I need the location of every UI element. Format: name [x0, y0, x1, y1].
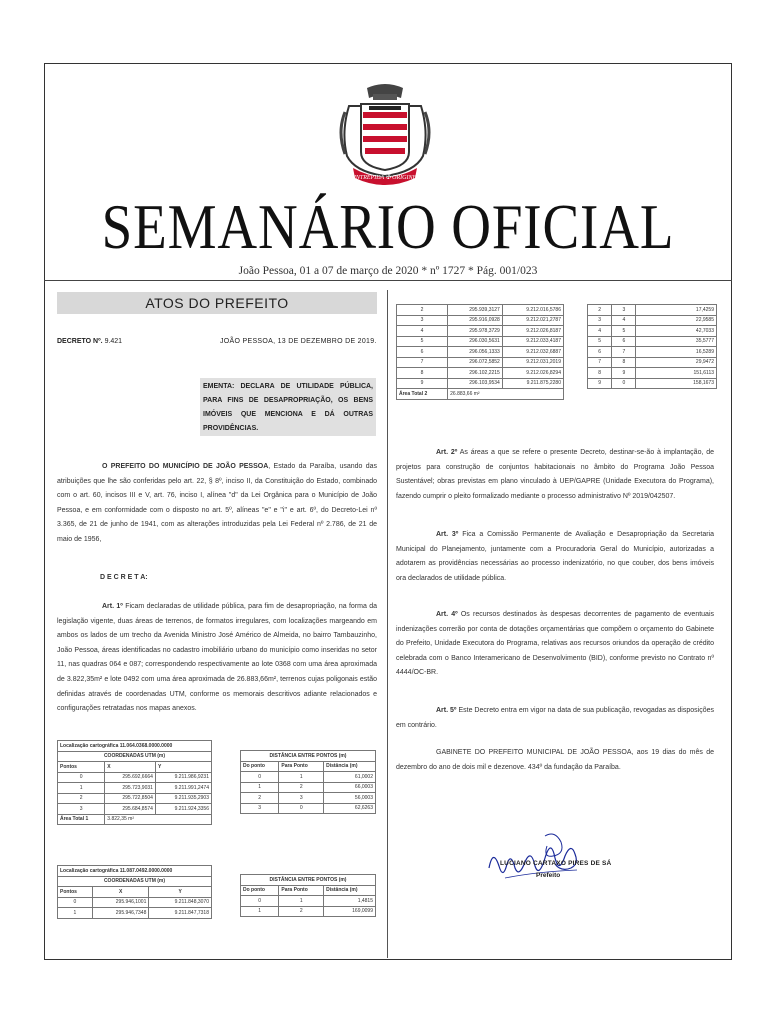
dist2-header: Do ponto [241, 885, 279, 896]
coordinates-table-1 [57, 740, 212, 825]
dist2-caption: DISTÂNCIA ENTRE PONTOS (m) [241, 875, 376, 886]
table-row: 4 295.978,3729 9.212.026,8187 [397, 326, 564, 337]
table1-header: Pontos [58, 762, 105, 773]
table2-subcaption: COORDENADAS UTM (m) [58, 876, 212, 887]
table-row: 5 6 35,5777 [588, 336, 717, 347]
art4-label: Art. 4º [436, 611, 458, 618]
table-row: 5 296.030,5631 9.212.033,4187 [397, 336, 564, 347]
art5-label: Art. 5º [436, 707, 457, 714]
table-row: 0 1 61,0002 [241, 772, 376, 783]
table-row: 9 296.103,9534 9.211.875,2280 [397, 378, 564, 389]
decree-ementa: EMENTA: DECLARA DE UTILIDADE PÚBLICA, PARA FINS DE DESAPROPRIAÇÃO, OS BENS IMÓVEIS QUE MENCIONA E DÁ OUTRAS PROVIDÊNCIAS. [200, 378, 376, 436]
decreta-heading: D E C R E T A: [100, 574, 148, 581]
art3-label: Art. 3º [436, 531, 459, 538]
table-total-row: Área Total 1 3.822,35 m² [58, 814, 212, 825]
dist1-caption: DISTÂNCIA ENTRE PONTOS (m) [241, 751, 376, 762]
table-row: 6 7 16,5289 [588, 347, 717, 358]
art5-text: Este Decreto entra em vigor na data de sua publicação, revogadas as disposições em contrário. [396, 707, 714, 729]
closing-statement: GABINETE DO PREFEITO MUNICIPAL DE JOÃO PESSOA, aos 19 dias do mês de dezembro do ano de dois mil e dezenove. 434º da fundação da Paraíba. [396, 749, 714, 771]
table-row: 0 1 1,4815 [241, 896, 376, 907]
column-divider [387, 290, 388, 958]
distance-table-2 [240, 874, 376, 917]
dist2-header: Distância (m) [324, 885, 376, 896]
article-4 [396, 608, 714, 681]
table-row: 3 0 62,6263 [241, 803, 376, 814]
decree-number-label: DECRETO Nº. [57, 338, 103, 345]
decree-number-value: 9.421 [104, 338, 123, 345]
table-row: 3 295.916,0928 9.212.021,2787 [397, 315, 564, 326]
art4-text: Os recursos destinados às despesas decorrentes de pagamento de eventuais indenizações correrão por conta de dotações orçamentárias que compõem o orçamento do Gabinete do Prefeito, Unidade Executora do Programa, relativas aos recursos oriundos da operação de crédito celebrada com o Banco Interamericano de Desenvolvimento (BID), conforme previsto no Contrato nº 4444/OC-BR. [396, 611, 714, 677]
table-row: 4 5 42,7033 [588, 326, 717, 337]
table1-header: X [105, 762, 156, 773]
table-row: 1 295.946,7348 9.211.847,7318 [58, 908, 212, 919]
distance-table-2-continued [587, 304, 717, 389]
art3-text: Fica a Comissão Permanente de Avaliação e Desapropriação da Secretaria Municipal do Planejamento, juntamente com a Procuradoria Geral do Município, autorizadas a adotarem as providências necessárias ao processo indenizatório, no que couber, dos bens imóveis ora declarados de utilidade pública. [396, 531, 714, 582]
masthead-title: SEMANÁRIO OFICIAL [101, 191, 675, 262]
table-row: 2 3 17,4259 [588, 305, 717, 316]
coordinates-table-2-continued [396, 304, 564, 400]
signer-name: LUCIANO CARTAXO PIRES DE SÁ [500, 860, 612, 867]
table-row: 7 8 29,9472 [588, 357, 717, 368]
table-row: 9 0 158,1673 [588, 378, 717, 389]
art2-label: Art. 2º [436, 449, 458, 456]
table2-header: Pontos [58, 887, 93, 898]
coat-of-arms-icon [335, 82, 435, 187]
dist1-header: Distância (m) [324, 761, 376, 772]
table-row: 3 4 22,9585 [588, 315, 717, 326]
decree-number [57, 338, 122, 345]
section-title: ATOS DO PREFEITO [57, 292, 377, 314]
table-row: 1 2 66,0003 [241, 782, 376, 793]
table-row: 2 295.939,3127 9.212.016,5786 [397, 305, 564, 316]
table-row: 0 295.692,6664 9.211.986,9231 [58, 772, 212, 783]
coordinates-table-2 [57, 865, 212, 919]
art2-text: As áreas a que se refere o presente Decreto, destinar-se-ão à implantação, de projetos para construção de conjuntos habitacionais no âmbito do Programa João Pessoa Sustentável; obras previstas em plano vinculado à UEP/GAPRE (Unidade Executora do Programa), fazendo cumprir o pleito formalizado mediante o processo administrativo Nº 2019/042507. [396, 449, 714, 500]
signature-icon [485, 828, 585, 888]
article-3 [396, 528, 714, 586]
article-1 [57, 600, 377, 717]
dist2-header: Para Ponto [279, 885, 324, 896]
dist1-header: Para Ponto [279, 761, 324, 772]
dist1-header: Do ponto [241, 761, 279, 772]
decree-preamble [57, 460, 377, 548]
table-row: 0 295.946,1001 9.211.848,3070 [58, 897, 212, 908]
table2-header: Y [149, 887, 212, 898]
art1-text: Ficam declaradas de utilidade pública, para fim de desapropriação, na forma da legislação vigente, duas áreas de terrenos, de formatos irregulares, com localizações margeando em ambos os lados de um trecho da Avenida Ministro José Américo de Almeida, no bairro Tambauzinho, João Pessoa, áreas identificadas no cadastro imobiliário urbano do município como inseridas no setor 11, nas quadras 064 e 087; correspondendo respectivamente ao lote 0368 com uma área aproximada de 3.822,35m² e lote 0492 com uma área aproximada de 26.883,66m², terrenos cujas poligonais estão definidas através de coordenadas UTM, conforme os memorais descritivos adiante relacionados e configurações retratadas nos mapas anexos. [57, 603, 378, 713]
table-row: 6 296.056,1333 9.212.032,6887 [397, 347, 564, 358]
divider [44, 280, 732, 281]
article-5 [396, 704, 714, 733]
preamble-bold: O PREFEITO DO MUNICÍPIO DE JOÃO PESSOA [102, 463, 269, 470]
crest-motto: INTREPIDA ✠ ORIGINE [353, 175, 417, 181]
table1-subcaption: COORDENADAS UTM (m) [58, 751, 212, 762]
table1-caption: Localização cartográfica 11.064.0368.0000.0000 [58, 741, 212, 752]
distance-table-1 [240, 750, 376, 814]
table-row: 2 295.722,8504 9.211.935,2903 [58, 793, 212, 804]
table-row: 3 295.684,8574 9.211.924,3356 [58, 804, 212, 815]
table-row: 8 296.102,2215 9.212.026,8294 [397, 368, 564, 379]
table-row: 2 3 56,0003 [241, 793, 376, 804]
table1-header: Y [155, 762, 211, 773]
preamble-text: , Estado da Paraíba, usando das atribuições que lhe são conferidas pelo art. 22, § 8º, inciso II, da Constituição do Estado, combinado com o art. 60, incisos III e V, art. 76, inciso I, alínea "d" da Lei Orgânica para o Município de João Pessoa, e em conformidade com o disposto no art. 5º, alíneas "e" e "i" e art. 6º, do Decreto-Lei nº 3.365, de 21 de junho de 1941, com as alterações introduzidas pela Lei Federal nº 2.786, de 21 de maio de 1956, [57, 463, 377, 543]
table-row: 8 9 151,6113 [588, 368, 717, 379]
table-row: 1 295.723,9031 9.211.991,2474 [58, 783, 212, 794]
table2-caption: Localização cartográfica 11.087.0492.0000.0000 [58, 866, 212, 877]
table2-header: X [92, 887, 149, 898]
table-row: 1 2 169,0099 [241, 906, 376, 917]
art1-label: Art. 1º [102, 603, 123, 610]
issue-line: João Pessoa, 01 a 07 de março de 2020 * nº 1727 * Pág. 001/023 [238, 265, 538, 277]
article-2 [396, 446, 714, 504]
signer-role: Prefeito [536, 872, 561, 879]
table-total-row: Área Total 2 26.883,66 m² [397, 389, 564, 400]
table-row: 7 296.072,5852 9.212.031,2019 [397, 357, 564, 368]
decree-date: JOÃO PESSOA, 13 DE DEZEMBRO DE 2019. [220, 338, 377, 345]
